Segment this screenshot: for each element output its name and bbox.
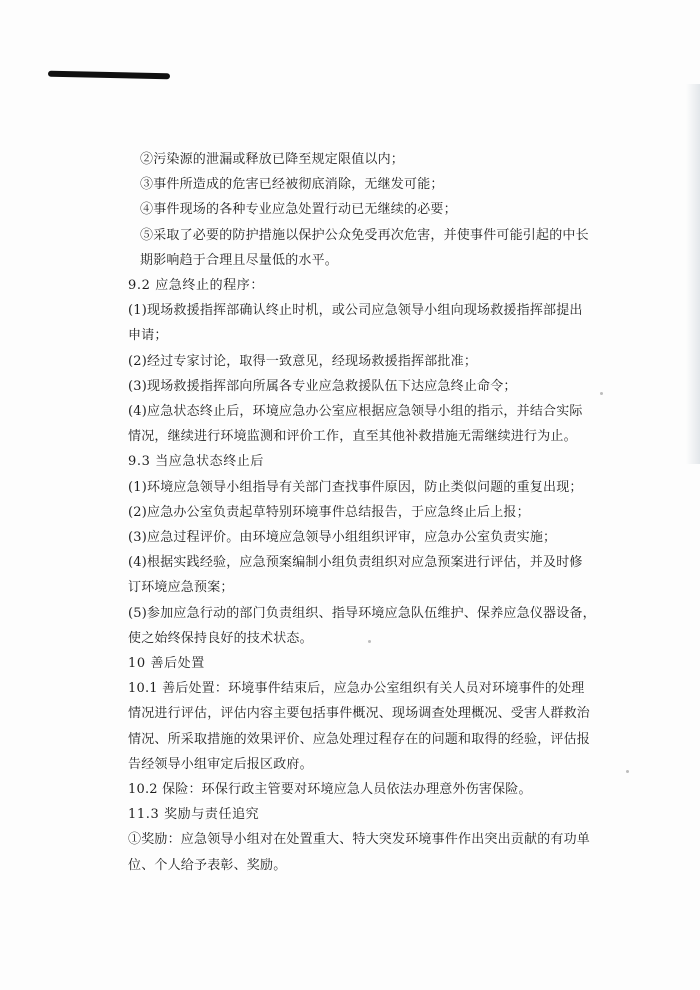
section-heading: 9.3 当应急状态终止后	[128, 454, 265, 470]
text-line: (1)现场救援指挥部确认终止时机，或公司应急领导小组向现场救援指挥部提出	[128, 303, 583, 319]
section-heading: 10 善后处置	[128, 656, 205, 672]
text-line: 申请；	[128, 328, 168, 344]
text-line: ③事件所造成的危害已经被彻底消除，无继发可能；	[140, 177, 444, 193]
section-heading: 9.2 应急终止的程序：	[128, 278, 265, 294]
text-line: 10.1 善后处置：环境事件结束后，应急办公室组织有关人员对环境事件的处理	[128, 681, 585, 697]
text-line: 情况进行评估，评估内容主要包括事件概况、现场调查处理概况、受害人群救治	[128, 706, 591, 722]
text-line: (4)根据实践经验，应急预案编制小组负责组织对应急预案进行评估，并及时修	[128, 555, 583, 571]
text-line: (4)应急状态终止后，环境应急办公室应根据应急领导小组的指示，并结合实际	[128, 404, 583, 420]
scan-speck	[626, 770, 629, 773]
text-line: 订环境应急预案；	[128, 580, 234, 596]
page-edge-shadow	[686, 84, 700, 464]
text-line: ①奖励：应急领导小组对在处置重大、特大突发环境事件作出突出贡献的有功单	[128, 832, 591, 848]
scan-mark	[48, 71, 170, 80]
text-line: 位、个人给予表彰、奖励。	[128, 857, 287, 873]
text-line: 10.2 保险：环保行政主管要对环境应急人员依法办理意外伤害保险。	[128, 782, 532, 798]
text-line: 情况、所采取措施的效果评价、应急处理过程存在的问题和取得的经验，评估报	[128, 731, 591, 747]
text-line: 告经领导小组审定后报区政府。	[128, 756, 313, 772]
text-line: (2)应急办公室负责起草特别环境事件总结报告，于应急终止后上报；	[128, 504, 530, 520]
text-line: ④事件现场的各种专业应急处置行动已无继续的必要；	[140, 202, 457, 218]
text-line: 使之始终保持良好的技术状态。	[128, 630, 313, 646]
text-line: ⑤采取了必要的防护措施以保护公众免受再次危害，并使事件可能引起的中长	[140, 227, 589, 243]
text-line: ②污染源的泄漏或释放已降至规定限值以内；	[140, 152, 405, 167]
text-line: (1)环境应急领导小组指导有关部门查找事件原因，防止类似问题的重复出现；	[128, 479, 583, 495]
section-heading: 11.3 奖励与责任追究	[128, 807, 260, 823]
text-line: 期影响趋于合理且尽量低的水平。	[140, 252, 339, 268]
document-body	[128, 147, 596, 878]
text-line: 情况，继续进行环境监测和评价工作，直至其他补救措施无需继续进行为止。	[128, 429, 577, 445]
text-line: (5)参加应急行动的部门负责组织、指导环境应急队伍维护、保养应急仪器设备，	[128, 605, 596, 621]
scan-speck	[600, 392, 603, 395]
text-line: (3)应急过程评价。由环境应急领导小组组织评审，应急办公室负责实施；	[128, 530, 557, 546]
text-line: (3)现场救援指挥部向所属各专业应急救援队伍下达应急终止命令；	[128, 378, 517, 394]
text-line: (2)经过专家讨论，取得一致意见，经现场救援指挥部批准；	[128, 353, 478, 369]
